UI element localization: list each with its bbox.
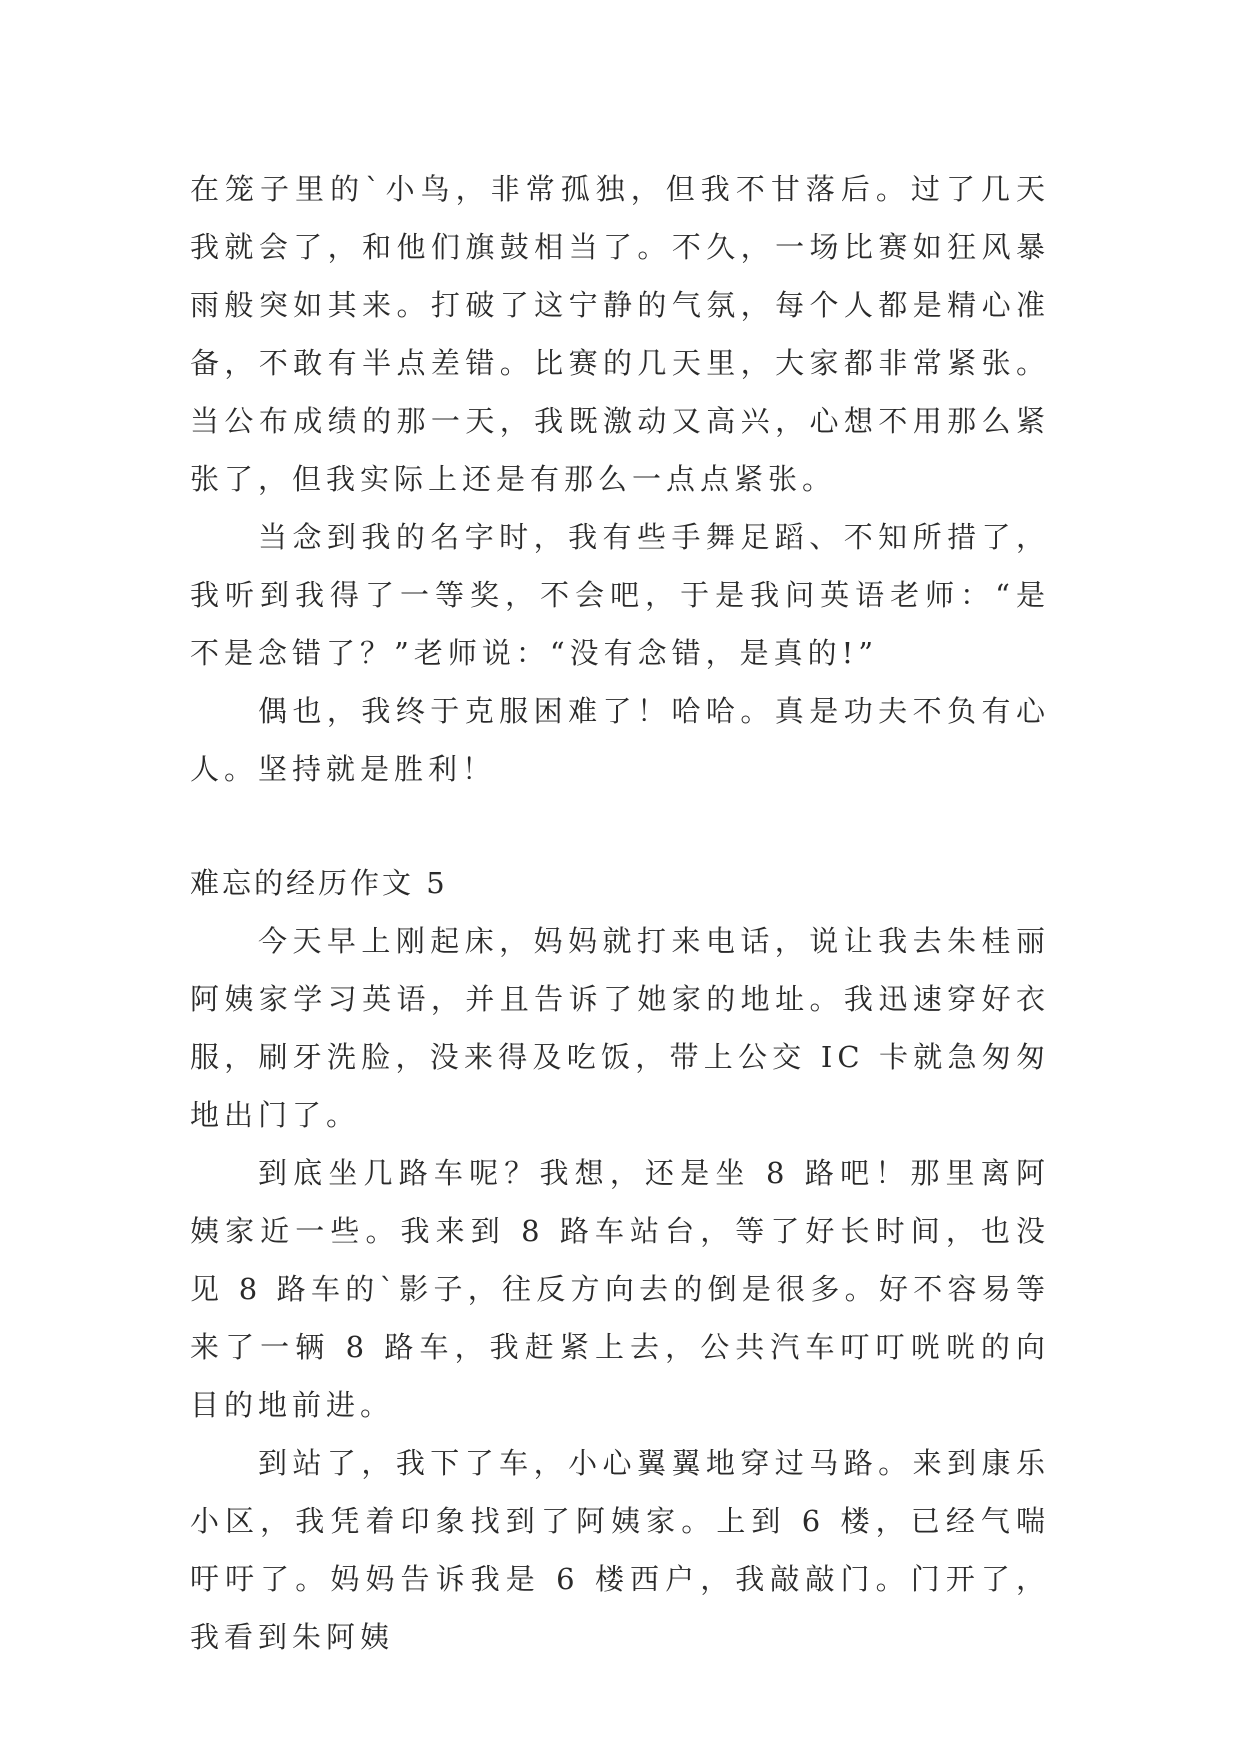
paragraph: 当念到我的名字时，我有些手舞足蹈、不知所措了，我听到我得了一等奖，不会吧，于是我问英语老师：“是不是念错了？”老师说：“没有念错，是真的!”	[190, 520, 1050, 670]
document-body	[190, 160, 1050, 1666]
paragraph-continued: 在笼子里的`小鸟，非常孤独，但我不甘落后。过了几天我就会了，和他们旗鼓相当了。不久，一场比赛如狂风暴雨般突如其来。打破了这宁静的气氛，每个人都是精心准备，不敢有半点差错。比赛的几天里，大家都非常紧张。当公布成绩的那一天，我既激动又高兴，心想不用那么紧张了，但我实际上还是有那么一点点紧张。	[190, 172, 1050, 496]
section-title: 难忘的经历作文 5	[190, 866, 448, 900]
paragraph: 今天早上刚起床，妈妈就打来电话，说让我去朱桂丽阿姨家学习英语，并且告诉了她家的地址。我迅速穿好衣服，刷牙洗脸，没来得及吃饭，带上公交 IC 卡就急匆匆地出门了。	[190, 924, 1050, 1132]
paragraph: 到站了，我下了车，小心翼翼地穿过马路。来到康乐小区，我凭着印象找到了阿姨家。上到 6 楼，已经气喘吁吁了。妈妈告诉我是 6 楼西户，我敲敲门。门开了，我看到朱阿姨	[190, 1446, 1050, 1654]
paragraph: 到底坐几路车呢？我想，还是坐 8 路吧！那里离阿姨家近一些。我来到 8 路车站台，等了好长时间，也没见 8 路车的`影子，往反方向去的倒是很多。好不容易等来了一辆 8 路车，我赶紧上去，公共汽车叮叮咣咣的向目的地前进。	[190, 1156, 1050, 1422]
paragraph: 偶也，我终于克服困难了！哈哈。真是功夫不负有心人。坚持就是胜利！	[190, 694, 1050, 786]
